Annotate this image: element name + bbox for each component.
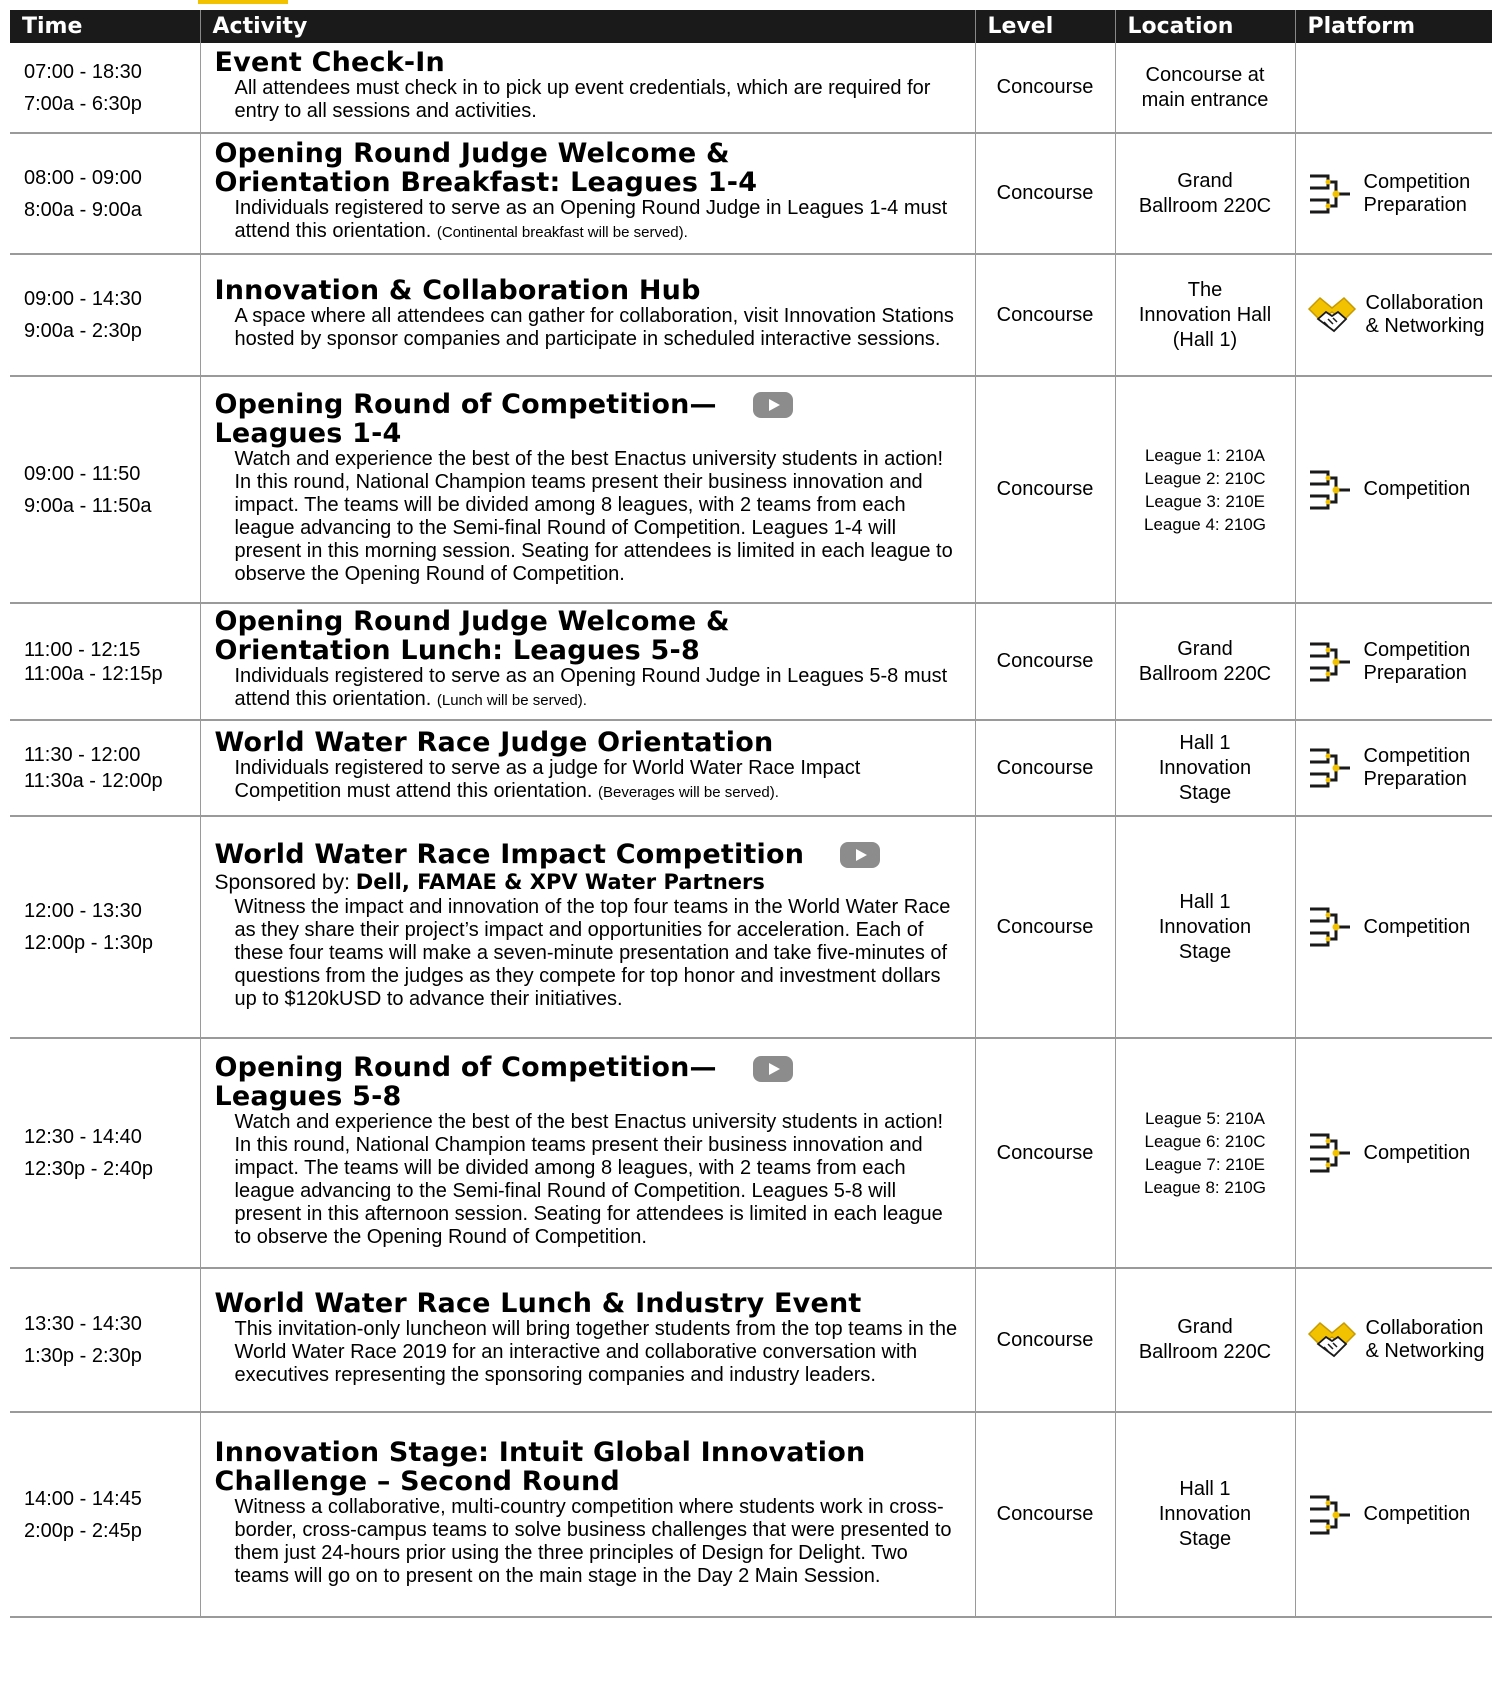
description-note: (Beverages will be served). bbox=[598, 784, 779, 801]
level-cell: Concourse bbox=[975, 133, 1115, 254]
activity-description: Witness the impact and innovation of the top four teams in the World Water Race as they share their project’s impact and opportunities for acceleration. Each of these four teams will make a seven-minute presentation and take five-minutes of questions from the judges as they compete for top honor and investment dollars up to $120kUSD to advance their initiatives. bbox=[234, 895, 951, 1010]
sponsor-names: Dell, FAMAE & XPV Water Partners bbox=[355, 869, 765, 894]
location-cell: Concourse at main entrance bbox=[1115, 43, 1295, 133]
level-cell: Concourse bbox=[975, 254, 1115, 376]
platform-label: Collaboration bbox=[1365, 292, 1484, 314]
table-row bbox=[10, 376, 1492, 603]
activity-title: World Water Race Lunch & Industry Event bbox=[214, 1288, 862, 1319]
top-accent-bar bbox=[198, 0, 288, 4]
level-cell: Concourse bbox=[975, 1268, 1115, 1412]
time-12h: 9:00a - 11:50a bbox=[24, 494, 152, 517]
header-location: Location bbox=[1115, 10, 1295, 43]
platform-label: Competition bbox=[1363, 638, 1471, 661]
table-row bbox=[10, 1412, 1492, 1617]
time-12h: 8:00a - 9:00a bbox=[24, 198, 142, 221]
description-note: (Continental breakfast will be served). bbox=[436, 224, 688, 241]
activity-title: Opening Round of Competition— Leagues 5-8 bbox=[215, 1053, 965, 1111]
handshake-icon bbox=[1306, 292, 1358, 338]
platform-cell bbox=[1295, 816, 1492, 1038]
activity-description: Individuals registered to serve as a judge for World Water Race Impact Competition must attend this orientation. (Beverages will be served). bbox=[234, 757, 861, 802]
activity-title: Opening Round of Competition— Leagues 1-4 bbox=[215, 390, 965, 448]
bracket-icon bbox=[1306, 639, 1356, 685]
location-cell: Hall 1 Innovation Stage bbox=[1115, 720, 1295, 816]
platform-label: Competition bbox=[1363, 170, 1471, 193]
activity-description: Individuals registered to serve as an Opening Round Judge in Leagues 5-8 must attend this orientation. (Lunch will be served). bbox=[234, 665, 948, 710]
time-24h: 09:00 - 11:50 bbox=[24, 462, 141, 485]
table-row bbox=[10, 603, 1492, 720]
table-row bbox=[10, 720, 1492, 816]
location-cell: The Innovation Hall (Hall 1) bbox=[1115, 254, 1295, 376]
location-cell: Grand Ballroom 220C bbox=[1115, 133, 1295, 254]
platform-label: Competition bbox=[1363, 1141, 1471, 1164]
location-cell: Hall 1 Innovation Stage bbox=[1115, 816, 1295, 1038]
header-platform: Platform bbox=[1295, 10, 1492, 43]
platform-cell bbox=[1295, 43, 1492, 133]
video-play-icon[interactable] bbox=[753, 1056, 793, 1082]
platform-cell: Competition Preparation bbox=[1295, 133, 1492, 254]
time-24h: 07:00 - 18:30 bbox=[24, 60, 142, 83]
platform-cell bbox=[1295, 1412, 1492, 1617]
bracket-icon bbox=[1306, 1492, 1356, 1538]
level-cell: Concourse bbox=[975, 603, 1115, 720]
header-time: Time bbox=[10, 10, 200, 43]
table-row bbox=[10, 43, 1492, 133]
header-level: Level bbox=[975, 10, 1115, 43]
time-12h: 11:30a - 12:00p bbox=[24, 770, 163, 792]
bracket-icon bbox=[1306, 904, 1356, 950]
activity-title: Opening Round Judge Welcome & Orientation Breakfast: Leagues 1-4 bbox=[214, 138, 758, 198]
time-12h: 1:30p - 2:30p bbox=[24, 1345, 142, 1367]
time-24h: 13:30 - 14:30 bbox=[24, 1313, 142, 1335]
time-24h: 12:00 - 13:30 bbox=[24, 900, 142, 922]
time-24h: 12:30 - 14:40 bbox=[24, 1126, 142, 1148]
activity-title: World Water Race Impact Competition bbox=[215, 840, 965, 869]
platform-cell: Collaboration & Networking bbox=[1295, 254, 1492, 376]
schedule-table bbox=[10, 10, 1492, 1618]
bracket-icon bbox=[1306, 467, 1356, 513]
bracket-icon bbox=[1306, 1130, 1356, 1176]
video-play-icon[interactable] bbox=[840, 842, 880, 868]
activity-description: All attendees must check in to pick up event credentials, which are required for entry to all sessions and activities. bbox=[234, 77, 931, 122]
handshake-icon bbox=[1306, 1317, 1358, 1363]
time-12h: 7:00a - 6:30p bbox=[24, 92, 142, 115]
time-24h: 11:30 - 12:00 bbox=[24, 744, 141, 766]
header-activity: Activity bbox=[200, 10, 975, 43]
time-24h: 14:00 - 14:45 bbox=[24, 1487, 142, 1510]
time-24h: 11:00 - 12:15 bbox=[24, 638, 141, 661]
bracket-icon bbox=[1306, 745, 1356, 791]
platform-cell bbox=[1295, 1038, 1492, 1268]
level-cell: Concourse bbox=[975, 1412, 1115, 1617]
level-cell: Concourse bbox=[975, 376, 1115, 603]
activity-title: World Water Race Judge Orientation bbox=[214, 727, 774, 758]
platform-cell bbox=[1295, 376, 1492, 603]
time-24h: 09:00 - 14:30 bbox=[24, 288, 142, 310]
platform-label: Competition bbox=[1363, 915, 1471, 938]
activity-description: Watch and experience the best of the best Enactus university students in action! In this round, National Champion teams present their business innovation and impact. The teams will be divided among 8 leagues, with 2 teams from each league advancing to the Semi-final Round of Competition. Leagues 1-4 will present in this morning session. Seating for attendees is limited in each league to observe the Opening Round of Competition. bbox=[234, 447, 953, 585]
table-row bbox=[10, 1038, 1492, 1268]
level-cell: Concourse bbox=[975, 720, 1115, 816]
activity-description: Individuals registered to serve as an Opening Round Judge in Leagues 1-4 must attend this orientation. (Continental breakfast will be served). bbox=[234, 197, 948, 242]
time-24h: 08:00 - 09:00 bbox=[24, 166, 142, 189]
time-12h: 12:30p - 2:40p bbox=[24, 1158, 153, 1180]
platform-label: Competition bbox=[1363, 745, 1471, 767]
activity-description: This invitation-only luncheon will bring together students from the top teams in the World Water Race 2019 for an interactive and collaborative conversation with executives representing the sponsoring companies and industry leaders. bbox=[234, 1318, 958, 1386]
video-play-icon[interactable] bbox=[753, 392, 793, 418]
time-12h: 12:00p - 1:30p bbox=[24, 932, 153, 954]
description-note: (Lunch will be served). bbox=[436, 692, 587, 709]
bracket-icon bbox=[1306, 171, 1356, 217]
platform-cell: Collaboration & Networking bbox=[1295, 1268, 1492, 1412]
activity-title: Innovation Stage: Intuit Global Innovation Challenge – Second Round bbox=[214, 1436, 866, 1497]
platform-cell: Competition Preparation bbox=[1295, 720, 1492, 816]
table-row bbox=[10, 133, 1492, 254]
level-cell: Concourse bbox=[975, 1038, 1115, 1268]
time-12h: 9:00a - 2:30p bbox=[24, 320, 142, 342]
location-cell: Hall 1 Innovation Stage bbox=[1115, 1412, 1295, 1617]
activity-title: Opening Round Judge Welcome & Orientation Lunch: Leagues 5-8 bbox=[214, 606, 730, 666]
platform-cell: Competition Preparation bbox=[1295, 603, 1492, 720]
time-12h: 11:00a - 12:15p bbox=[24, 662, 163, 685]
level-cell: Concourse bbox=[975, 43, 1115, 133]
sponsor-line: Sponsored by: Dell, FAMAE & XPV Water Partners bbox=[214, 869, 765, 894]
location-cell: League 1: 210A League 2: 210C League 3: 210E League 4: 210G bbox=[1115, 376, 1295, 603]
time-12h: 2:00p - 2:45p bbox=[24, 1519, 142, 1542]
level-cell: Concourse bbox=[975, 816, 1115, 1038]
activity-description: Watch and experience the best of the best Enactus university students in action! In this round, National Champion teams present their business innovation and impact. The teams will be divided among 8 leagues, with 2 teams from each league advancing to the Semi-final Round of Competition. Leagues 5-8 will present in this afternoon session. Seating for attendees is limited in each league to observe the Opening Round of Competition. bbox=[234, 1111, 944, 1248]
header-row bbox=[10, 10, 1492, 43]
platform-label: Collaboration bbox=[1365, 1317, 1484, 1339]
location-cell: Grand Ballroom 220C bbox=[1115, 1268, 1295, 1412]
activity-title: Innovation & Collaboration Hub bbox=[214, 274, 701, 306]
activity-description: Witness a collaborative, multi-country competition where students work in cross-border, cross-campus teams to solve business challenges that were presented to them just 24-hours prior using the three principles of Design for Delight. Two teams will go on to present on the main stage in the Day 2 Main Session. bbox=[234, 1495, 952, 1587]
table-row bbox=[10, 816, 1492, 1038]
platform-label: Competition bbox=[1363, 1503, 1471, 1525]
activity-title: Event Check-In bbox=[214, 47, 445, 78]
table-row bbox=[10, 254, 1492, 376]
location-cell: League 5: 210A League 6: 210C League 7: 210E League 8: 210G bbox=[1115, 1038, 1295, 1268]
location-cell: Grand Ballroom 220C bbox=[1115, 603, 1295, 720]
table-row bbox=[10, 1268, 1492, 1412]
platform-label: Competition bbox=[1363, 478, 1471, 500]
activity-description: A space where all attendees can gather for collaboration, visit Innovation Stations hosted by sponsor companies and participate in scheduled interactive sessions. bbox=[234, 304, 954, 350]
